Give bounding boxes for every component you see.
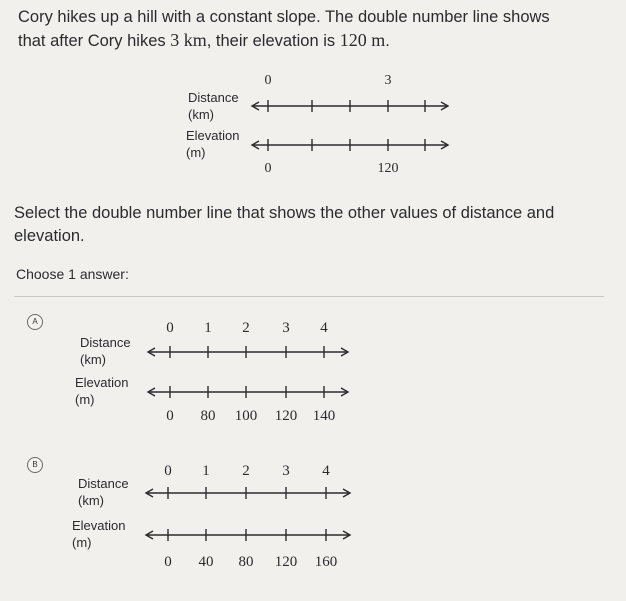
choice-b-elevation-label: Elevation <box>72 518 126 533</box>
choice-a-distance-tick-label: 0 <box>166 320 174 336</box>
divider <box>14 296 604 297</box>
choice-b-elevation-tick-label: 0 <box>164 554 172 570</box>
example-elevation-label: (m) <box>186 145 206 160</box>
example-distance-label: (km) <box>188 107 214 122</box>
distance-value: 3 km <box>170 30 207 50</box>
choice-a-elevation-tick-label: 140 <box>312 408 336 424</box>
choice-b-radio[interactable]: B <box>27 457 43 473</box>
choice-b-elevation-tick-label: 40 <box>198 554 214 570</box>
example-distance-label: Distance <box>188 90 239 105</box>
example-distance-tick-label: 3 <box>384 73 392 88</box>
example-elevation-tick-label: 0 <box>264 161 272 176</box>
choice-b-elevation-tick-label: 160 <box>314 554 338 570</box>
choice-a-distance-tick-label: 4 <box>320 320 328 336</box>
choice-a-elevation-label: Elevation <box>75 375 129 390</box>
elevation-value: 120 m <box>339 30 386 50</box>
prompt-line-1: Cory hikes up a hill with a constant slope. The double number line shows <box>18 8 550 26</box>
choice-a-elevation-label: (m) <box>75 392 95 407</box>
choice-b-distance-label: Distance <box>78 476 129 491</box>
choice-a-distance-label: Distance <box>80 335 131 350</box>
choice-a-double-number-line <box>0 300 626 435</box>
choice-a-elevation-tick-label: 120 <box>274 408 298 424</box>
choice-b-elevation-tick-label: 80 <box>238 554 254 570</box>
choice-a-elevation-tick-label: 100 <box>234 408 258 424</box>
choice-b-distance-label: (km) <box>78 493 104 508</box>
prompt-text: that after Cory hikes <box>18 32 171 50</box>
question-text: Select the double number line that shows the other values of distance and elevation. <box>14 204 555 245</box>
example-elevation-label: Elevation <box>186 128 240 143</box>
prompt-text: . <box>385 32 390 50</box>
choice-a-distance-tick-label: 3 <box>282 320 290 336</box>
choice-a-distance-label: (km) <box>80 352 106 367</box>
choice-b-distance-tick-label: 2 <box>242 463 250 479</box>
example-elevation-tick-label: 120 <box>377 161 399 176</box>
prompt-text: , their elevation is <box>206 32 340 50</box>
choice-b-elevation-tick-label: 120 <box>274 554 298 570</box>
choice-b-double-number-line <box>0 443 626 583</box>
choice-a-distance-tick-label: 1 <box>204 320 212 336</box>
example-distance-tick-label: 0 <box>264 73 272 88</box>
choice-a-elevation-tick-label: 0 <box>166 408 174 424</box>
example-double-number-line <box>0 0 626 200</box>
choice-a-radio[interactable]: A <box>27 314 43 330</box>
choice-b-distance-tick-label: 1 <box>202 463 210 479</box>
choice-b-elevation-label: (m) <box>72 535 92 550</box>
choice-a-distance-tick-label: 2 <box>242 320 250 336</box>
choice-b-distance-tick-label: 4 <box>322 463 330 479</box>
choice-b-distance-tick-label: 3 <box>282 463 290 479</box>
choose-label: Choose 1 answer: <box>16 266 129 282</box>
choice-b-distance-tick-label: 0 <box>164 463 172 479</box>
choice-a-elevation-tick-label: 80 <box>200 408 216 424</box>
